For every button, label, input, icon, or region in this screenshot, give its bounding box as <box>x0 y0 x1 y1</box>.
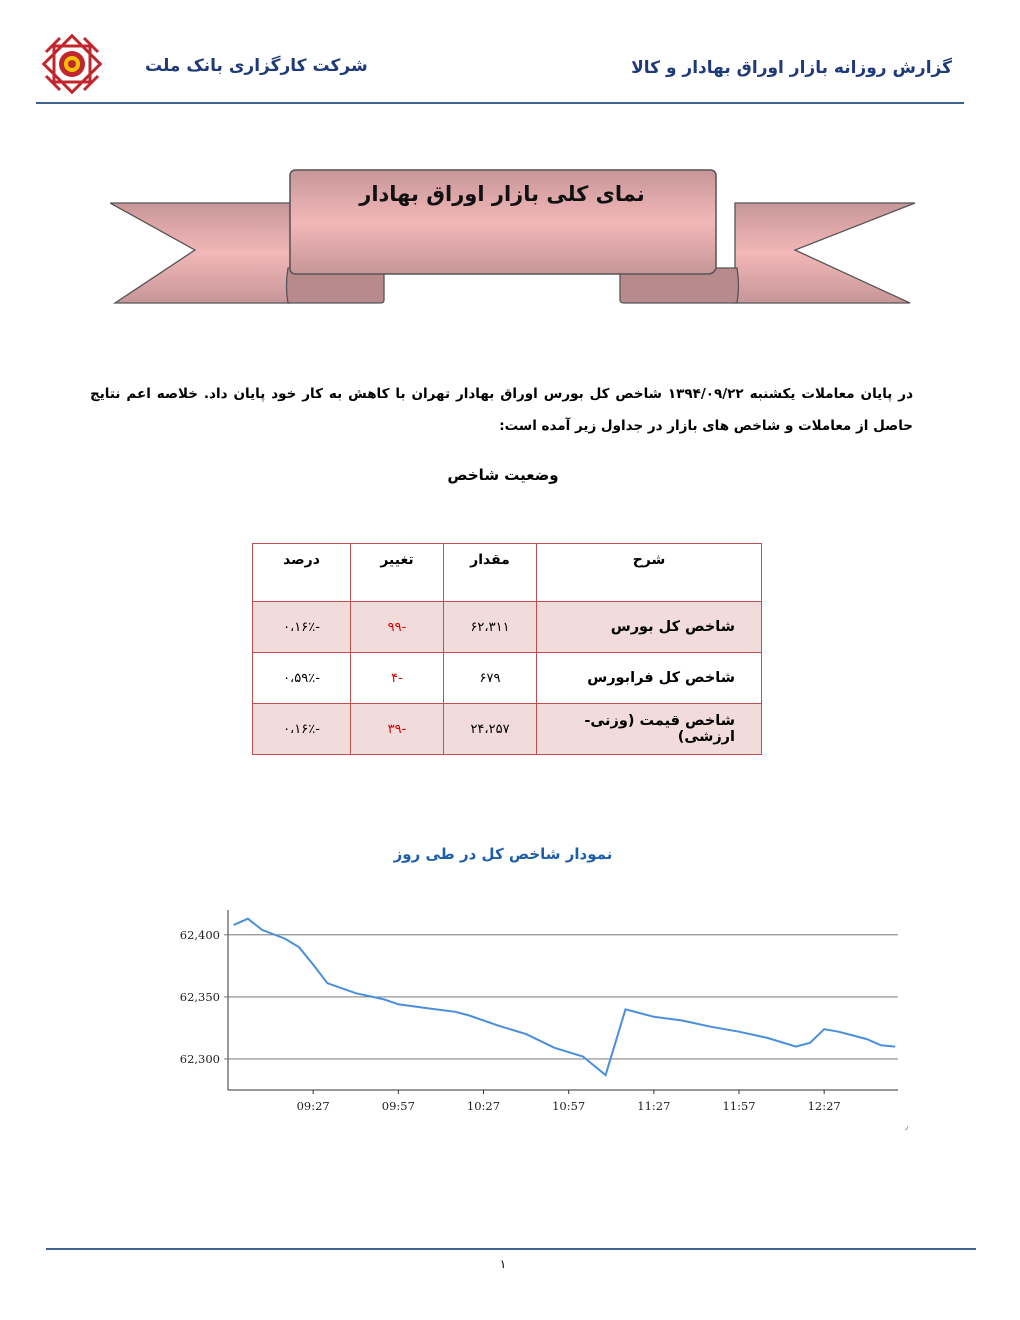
row-description: شاخص کل فرابورس <box>537 653 762 704</box>
x-tick-label: 11:57 <box>722 1099 756 1113</box>
header-divider <box>36 102 964 104</box>
chart-corner-mark: ٫ <box>905 1122 908 1132</box>
table-row <box>253 653 762 704</box>
table-row <box>253 602 762 653</box>
company-logo-icon <box>40 32 104 96</box>
x-tick-label: 10:57 <box>552 1099 586 1113</box>
banner-title: نمای کلی بازار اوراق بهادار <box>359 182 645 206</box>
x-tick-label: 09:57 <box>381 1099 415 1113</box>
row-description: شاخص قیمت (وزنی-ارزشی) <box>537 704 762 755</box>
intraday-index-chart <box>160 900 920 1140</box>
row-percent: -۰،۱۶٪ <box>253 602 351 653</box>
chart-title: نمودار شاخص کل در طی روز <box>393 845 613 863</box>
row-change: -۳۹ <box>351 704 444 755</box>
y-tick-label: 62,400 <box>179 927 220 942</box>
index-table-title: وضعیت شاخص <box>447 466 559 484</box>
row-percent: -۰،۵۹٪ <box>253 653 351 704</box>
header-percent: درصد <box>253 544 351 602</box>
row-value: ۶۲،۳۱۱ <box>444 602 537 653</box>
table-row <box>253 704 762 755</box>
header-change: تغییر <box>351 544 444 602</box>
x-tick-label: 09:27 <box>296 1099 330 1113</box>
x-tick-label: 10:27 <box>466 1099 501 1113</box>
company-name: شرکت کارگزاری بانک ملت <box>145 56 368 76</box>
y-tick-label: 62,350 <box>179 989 220 1004</box>
row-change: -۴ <box>351 653 444 704</box>
report-title: گزارش روزانه بازار اوراق بهادار و کالا <box>631 58 952 78</box>
header-description: شرح <box>537 544 762 602</box>
row-description: شاخص کل بورس <box>537 602 762 653</box>
row-percent: -۰،۱۶٪ <box>253 704 351 755</box>
header-value: مقدار <box>444 544 537 602</box>
row-value: ۲۴،۲۵۷ <box>444 704 537 755</box>
x-tick-label: 11:27 <box>637 1099 671 1113</box>
table-header-row <box>253 544 762 602</box>
index-status-table <box>252 543 762 755</box>
page-number: ۱ <box>499 1257 507 1271</box>
y-tick-label: 62,300 <box>179 1051 220 1066</box>
x-tick-label: 12:27 <box>807 1099 841 1113</box>
row-value: ۶۷۹ <box>444 653 537 704</box>
intro-paragraph: در پایان معاملات یکشنبه ۱۳۹۴/۰۹/۲۲ شاخص کل بورس اوراق بهادار تهران با کاهش به کار خود پایان داد. خلاصه اعم نتایج حاصل از معاملات و شاخص های بازار در جداول زیر آمده است: <box>90 386 913 434</box>
row-change: -۹۹ <box>351 602 444 653</box>
footer-divider <box>46 1248 976 1250</box>
